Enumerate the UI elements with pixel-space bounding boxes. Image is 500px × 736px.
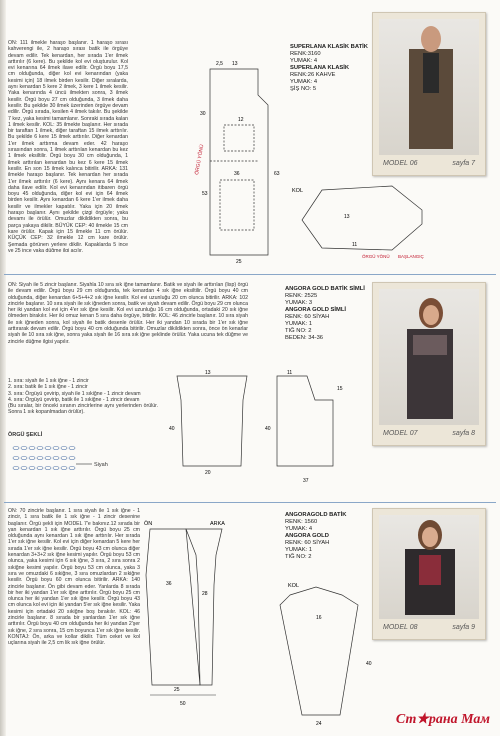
yarn-line: RENK: 60 SİYAH — [285, 314, 330, 320]
front-piece-outline — [146, 529, 200, 685]
model-06-yarn-info — [290, 44, 380, 93]
m8-dim-3: 25 — [174, 687, 180, 693]
m7-dim-7: 37 — [303, 478, 309, 484]
dim-2: 13 — [232, 61, 238, 67]
m7-dim-5: 40 — [265, 426, 271, 432]
sleeve-start-label: BAŞLANGIÇ — [398, 254, 424, 259]
model-07-yarn-info — [285, 286, 375, 342]
yarn-line: TIĞ NO: 2 — [285, 554, 312, 560]
model-07-pattern-notes — [8, 378, 158, 428]
model-07-instructions — [8, 282, 248, 374]
front-piece-outline — [277, 376, 333, 466]
model-06-page: sayfa 7 — [452, 160, 475, 167]
sleeve-dim-1: 13 — [344, 214, 350, 220]
section-divider — [4, 502, 496, 503]
m8-dim-5: 16 — [316, 615, 322, 621]
sleeve-outline — [280, 587, 358, 715]
pattern-note: (Bu sıralar, bir önceki sıranın zincirlerine aynı yerlerinden örülür. Sonra 1 sık kopanlmadan örülür). — [8, 403, 158, 416]
yarn-line: RENK:26 KAHVE — [290, 72, 336, 78]
m8-dim-6: 40 — [366, 661, 372, 667]
yarn-line: YUMAK: 1 — [285, 321, 313, 327]
model-08-photo-card — [372, 508, 486, 640]
yarn-line: ANGORAGOLD BATİK — [285, 512, 347, 518]
model-07-photo — [379, 289, 479, 425]
yarn-line: TIĞ NO: 2 — [285, 328, 312, 334]
dim-1: 2,5 — [216, 61, 223, 67]
model-06-photo-footer — [379, 157, 479, 171]
m8-dim-7: 24 — [316, 721, 322, 727]
yarn-line: ŞİŞ NO: 5 — [290, 86, 317, 92]
pattern-note: 3. sıra: Örgüyü çevirip, siyah ile 1 sıkiğne - 1 zincir devam — [8, 390, 141, 397]
dim-7: 53 — [202, 191, 208, 197]
m7-dim-2: 40 — [169, 426, 175, 432]
back-piece-outline — [177, 376, 247, 466]
model-08-photo — [379, 515, 479, 619]
yarn-line: YUMAK: 3 — [285, 300, 313, 306]
dim-4: 30 — [200, 111, 206, 117]
front-piece-outline — [210, 69, 268, 255]
stitch-legend: Siyah — [94, 462, 108, 468]
sleeve-label: KOL — [292, 188, 304, 194]
model-08-page: sayfa 9 — [452, 624, 475, 631]
pattern-note: 4. sıra: Örgüyü çevirip, batik ile 1 sıkiğne - 1 zincir devam — [8, 396, 140, 403]
yarn-line: ANGORA GOLD SİMLİ — [285, 307, 346, 313]
back-label: ARKA — [210, 521, 225, 527]
sleeve-label: KOL — [288, 583, 300, 589]
yarn-line: RENK: 1560 — [285, 519, 318, 525]
yarn-line: ANGORA GOLD — [285, 533, 329, 539]
model-06-pattern-diagram — [128, 55, 288, 265]
dim-8: 25 — [236, 259, 242, 265]
dim-5: 36 — [234, 171, 240, 177]
m7-dim-3: 20 — [205, 470, 211, 476]
stitch-pattern-chart — [8, 440, 108, 474]
sleeve-dim-2: 11 — [352, 242, 358, 248]
m8-dim-1: 36 — [166, 581, 172, 587]
model-06-photo — [379, 19, 479, 155]
model-08-photo-footer — [379, 621, 479, 635]
m7-dim-6: 15 — [337, 386, 343, 392]
grain-direction-label: ÖRGÜ YÖNÜ — [194, 144, 206, 176]
section-divider — [4, 274, 496, 275]
yarn-line: YUMAK: 4 — [290, 79, 318, 85]
yarn-line: RENK: 60 SİYAH — [285, 540, 330, 546]
front-label: ÖN — [144, 521, 153, 527]
model-07-label: MODEL 07 — [383, 430, 418, 437]
model-06-instructions-text: ÖN: 111 ilmekle haraşo başlanır. 1 haraşo sırası kahverengi ile, 2 haraşo sırası batik ile örgüye devam edilir. Tek kenardan, her sırada 1'er ilmek arttırılır (6 kere). Bu şekilde kol evi oluşturulur. Kol evi kenarına 64 ilmek ilave edilir. Örgü boyu 17,5 cm olduğunda, diğer kol evi kenarından (yaka kesimi için) 18 ilmek birden kesilir. Diğer sıralarda, aynı kenardan 5 kere 2 ilmek, 3 kere 1 ilmek kesilir. Yaka kenarında 4 üncü ilmekten sonra, 3 ilmek kesilir. Örgü boyu 27 cm olduğunda, 3 ilmek daha kesilir. Bu şekilde 30 ilmek üzerinden örgüye devam edilir. Örgü sırada, kesilen 4 ilmek takılır. Bu şekilde 7 kez, yaka kesimi tamamlanır. Sonraki sırada kalan 1 ilmek kesilir. KOL: 35 ilmekte başlanır. Her sırada bir taraftan 1 ilmek, diğer taraftan 15 ilmek arttırılır. Bu şekilde 6 kere 15 ilmek arttırılır. Diğer kenardan 1'er ilmek arttırma devam eder. 42 haraşo sırasından sonra, 1 ilmek arttırılan kenardan bu kez 1 ilmek eksiltilir. Örgü boyu 30 cm olduğunda, 1 ilmek arttırılan kenardan bu kez 6 kere 15 ilmek kesilir. En son 15 ilmek kalınca bitirilir. ARKA: 131 ilmekle haraşo başlanır. Tek kenardan her sırada 1'er ilmek arttırılır (6 kere). Aynı kenara 64 ilmek daha ilave edilir. Kol evi kenarından itibaren örgü boyu 45 olduğunda, diğer kol evi için 64 ilmek birden kesilir. Aynı kenardan 6 kere 1'er ilmek daha kesilir ve ilmekler kapatılır. Yaka için 20 ilmek haraşo başlanır. Aynı şekilde çizgi örgüyle; yaka devamı ile örülür. Omuzlar dikildikten sonra, bu parça yakaya dikilir. BÜYÜK CEP: 40 ilmekle 15 cm kare örülür. Kapak için 15 ilmekle 11 cm örülür. KÜÇÜK CEP: 32 ilmekle 12 cm kare örülür. Şemada görünen yerlere dikilir. Kapaklarda 5 ince ve 25 ince yaka düğme ilgi açılır. — [8, 40, 128, 252]
model-08-instructions — [8, 508, 140, 730]
model-07-photo-footer — [379, 427, 479, 441]
m8-dim-2: 28 — [202, 591, 208, 597]
model-06-photo-card — [372, 12, 486, 176]
yarn-line: BEDEN: 34-36 — [285, 335, 324, 341]
model-08-label: MODEL 08 — [383, 624, 418, 631]
page-gutter — [0, 0, 6, 736]
model-06-sleeve-diagram — [282, 180, 432, 260]
sleeve-grain-label: ÖRGÜ YÖNÜ — [362, 254, 390, 259]
model-08-yarn-info — [285, 512, 375, 561]
yarn-line: YUMAK: 4 — [290, 58, 318, 64]
m8-dim-4: 50 — [180, 701, 186, 707]
model-07-pattern-diagram — [165, 370, 380, 490]
pattern-note: 1. sıra: siyah ile 1 sık iğne - 1 zincir — [8, 378, 89, 384]
yarn-line: SUPERLANA KLASİK BATİK — [290, 44, 368, 50]
pattern-note: 2. sıra: batik ile 1 sık iğne - 1 zincir — [8, 384, 88, 391]
model-07-photo-card — [372, 282, 486, 446]
dim-3: 12 — [238, 117, 244, 123]
back-piece-outline — [186, 529, 222, 685]
yarn-line: YUMAK: 1 — [285, 547, 313, 553]
site-watermark: Ст★рана Мам — [395, 712, 490, 727]
model-07-page: sayfa 8 — [452, 430, 475, 437]
m7-dim-4: 11 — [287, 370, 293, 376]
yarn-line: RENK: 2525 — [285, 293, 318, 299]
yarn-line: SUPERLANA KLASİK — [290, 65, 350, 71]
dim-6: 63 — [274, 171, 280, 177]
yarn-line: RENK:3160 — [290, 51, 321, 57]
m7-dim-1: 13 — [205, 370, 211, 376]
model-06-label: MODEL 06 — [383, 160, 418, 167]
model-07-instructions-text: ÖN: Siyah ile 5 zincir başlanır. Siyahla 10 sıra sık iğne tamamlanır. Batik ve siyah ile arttırılan (lisp) örgü ile devam edilir. Örgü boyu 29 cm olduğunda, tek kenardan 4 sık iğne eksiltilir. Örgü boyu 40 cm olduğunda, diğer kenardan 6+5+4+2 sık iğne kesilir. Kol evi uzunluğu 20 cm olunca bitirilir. ARKA: 102 zincirle başlanır. 10 sıra siyah ile sık iğneden sonra, batik ve siyah devam edilir. Örgü boyu 29 cm olunca her iki yandan kol evi için 4'er sık iğne kesilir. Kol evi uzunluğu 16 cm olduğunda, ortadaki 20 sık iğne ölmeden birakılır. Her iki omuz kenarı 5 sıra daha örgüye, bitirilir. KOL: 46 zincirle başlanır. 10 sıra siyah ile sık iğneden sonra, kol siyah ile batik desenle örülür. Her iki yandan 10 sırada bir 1'er sık iğne arttırarak devam edilir. Örgü boyu 40 cm olduğunda bitirilir. Omuzlar dikildikten sonra, önce ön kenarlar siyah ile 10 sıra sık iğne, sonra yaka siyah ile 16 sıra sık iğne şeklinde örülür. Yaka ucuna tek düğme ve zincirle düğme ilgisi yapılır. — [8, 282, 248, 345]
yarn-line: YUMAK: 4 — [285, 526, 313, 532]
model-06-instructions — [8, 40, 128, 252]
model-08-instructions-text: ÖN: 70 zincirle başlanır. 1 sıra siyah ile 1 sık iğne - 1 zincir, 1 sıra batik ile 1 sık iğne - 1 zincir desenine başlanır. Örgü şekli için MODEL 7'e bakınız.12 sırada bir yan kenardan 1 sık iğne arttırılır. Örgü boyu 25 cm olduğunda aynı kenardan 1 sık iğne arttırılır. Her sırada 1'er sık iğne kesilir. Kol evi için diğer kenardan 5 kere her sırada 1'er sık iğne kesilir. Örgü boyu 43 cm olunca diğer kenardan 3+3+2 sık iğne kesimi yapılır. Örgü boyu 53 cm olunca, yaka kesimi için 6 sık iğne, 3 sıra, 2 sıra sonra 2 sıkiğne kesimi yapılır. Örgü boyu 53 cm olunca, yaka 3 sıra ve omuzdaki 6 sıkiğne, 3 sıra omuzlardan 2 sıkiğne kesilir. Örgü boyu 60 cm olunca bitirilir. ARKA: 140 zincirle başlanır. Ön gibi devam eder. Yanlarda 8 sırada bir her iki yandan 1'er sık iğne arttırılır. Örgü boyu 25 cm olunca her iki yandan 1'er sık iğne kesilir. Örgü boyu 43 cm olunca kol evi için iki yandan 5'er sık iğne kesilir. Yaka kesimi için ortadaki 20 sıkiğne boş bırakılır. KOL: 46 zincirle başlanır. 8 sırada bir yanlardan 1'er sık iğne arttırılır. Örgü boyu 40 cm olduğunda her iki yandan 2'şer sık iğne, 2 sıra sonra, 15 cm boyunca 1'er sık iğne kesilir. KONTAJ: Ön, arka ve kollar dikilir. Tüm ceket ve kol uçlarına siyah ile 2,5 cm lik sık iğne örülür. — [8, 508, 140, 647]
stitch-pattern-label: ÖRGÜ ŞEKLİ — [8, 432, 43, 438]
yarn-line: ANGORA GOLD BATİK SİMLİ — [285, 286, 365, 292]
